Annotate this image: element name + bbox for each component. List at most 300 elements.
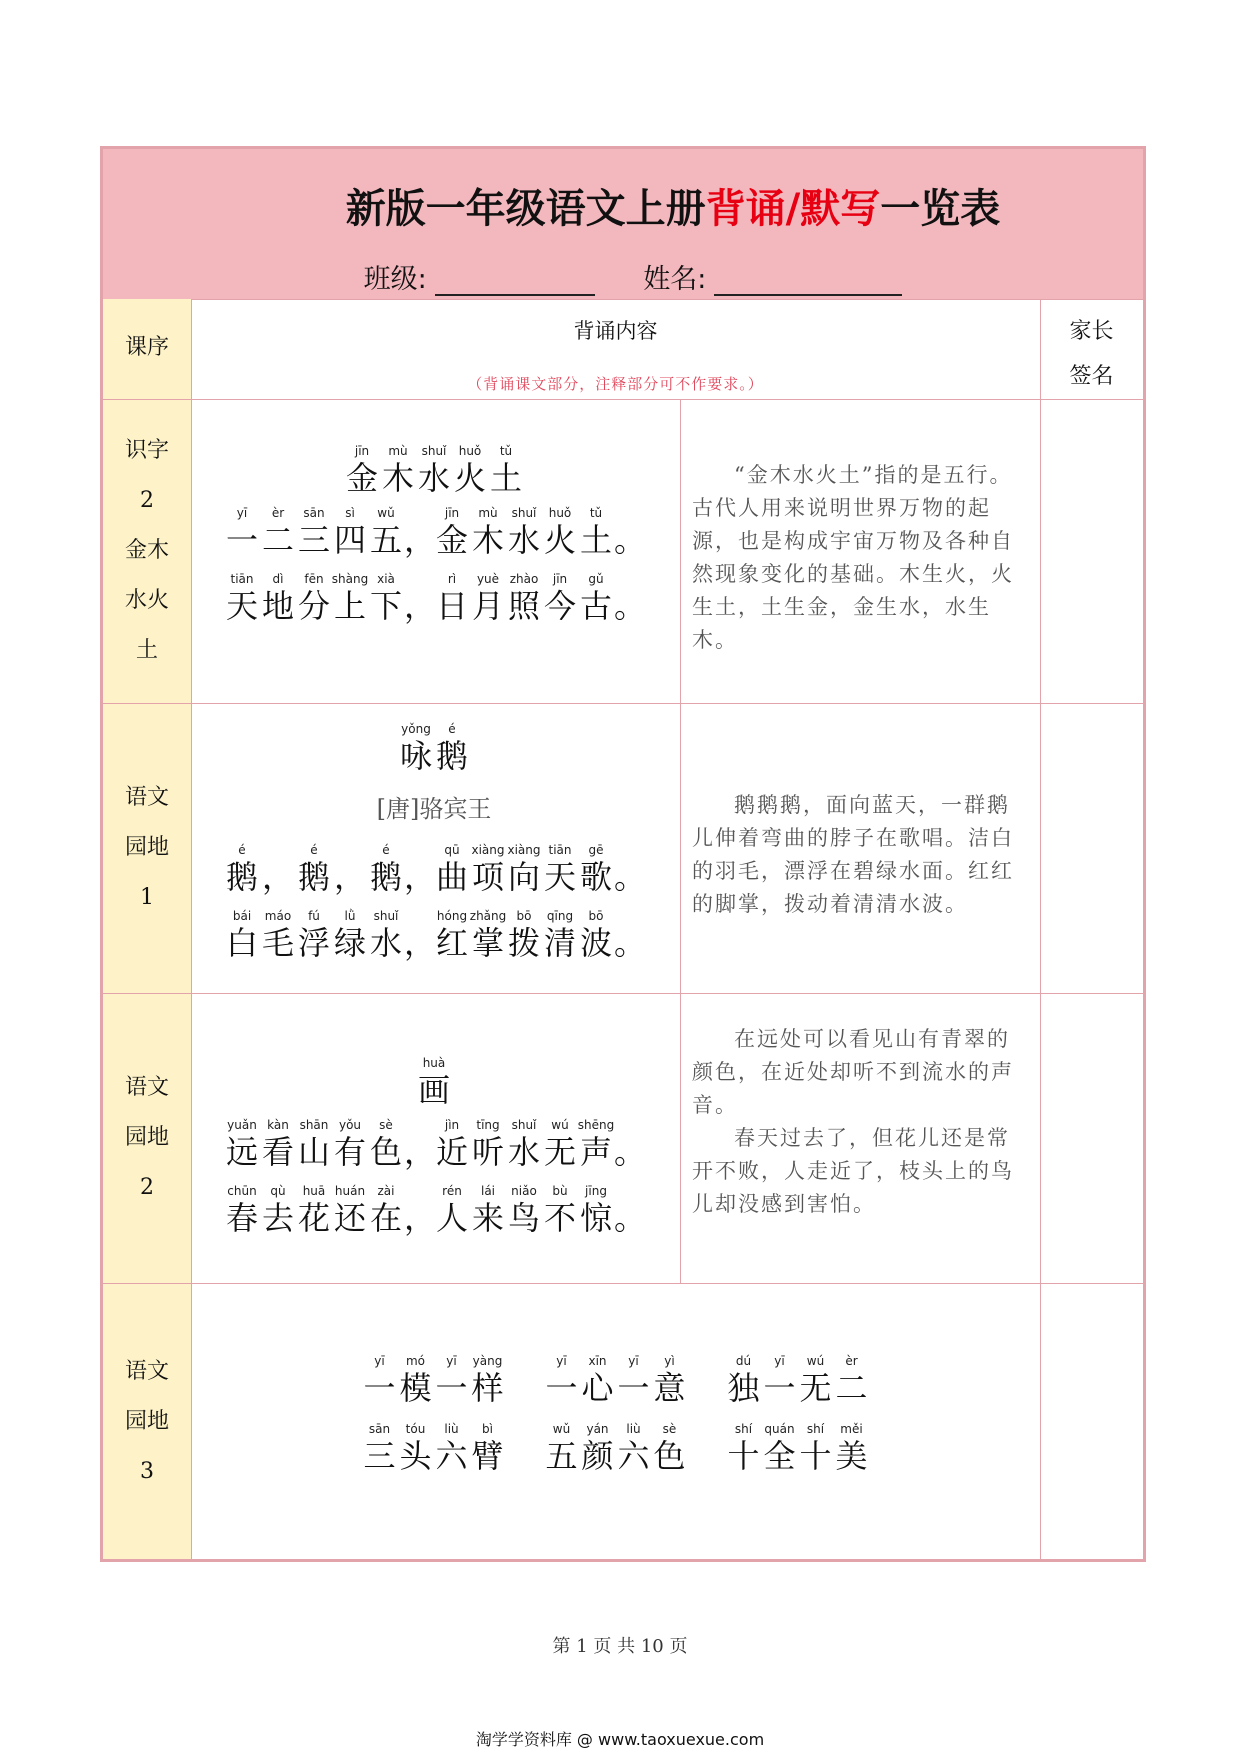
ruby-char bbox=[616, 1421, 652, 1475]
half-line bbox=[224, 842, 404, 896]
lesson-label: 语文 bbox=[124, 1075, 169, 1100]
pinyin: mó bbox=[405, 1354, 426, 1368]
poem-title bbox=[191, 443, 677, 497]
ruby-char bbox=[506, 842, 542, 896]
hanzi: 模 bbox=[399, 1369, 432, 1407]
divider bbox=[103, 993, 1143, 994]
idiom-block bbox=[191, 1353, 1040, 1489]
parent-signature-cell[interactable] bbox=[1040, 993, 1143, 1283]
pinyin: shuǐ bbox=[421, 444, 447, 458]
ruby-char bbox=[470, 1353, 506, 1407]
idiom bbox=[726, 1421, 870, 1475]
ruby-char bbox=[488, 443, 524, 497]
hanzi: 一 bbox=[763, 1369, 796, 1407]
pinyin: zhǎng bbox=[469, 909, 507, 923]
pinyin: xiàng bbox=[471, 843, 505, 857]
lesson-label: 3 bbox=[140, 1459, 154, 1484]
ruby-char bbox=[260, 842, 296, 896]
ruby-char bbox=[434, 571, 470, 625]
hanzi: 画 bbox=[417, 1071, 450, 1109]
hanzi: 六 bbox=[617, 1437, 650, 1475]
half-line bbox=[434, 505, 614, 559]
ruby-char bbox=[834, 1421, 870, 1475]
content-header: 背诵内容 bbox=[573, 319, 658, 343]
ruby-char bbox=[368, 505, 404, 559]
parent-signature-cell[interactable] bbox=[1040, 703, 1143, 993]
ruby-char bbox=[798, 1353, 834, 1407]
ruby-char bbox=[260, 505, 296, 559]
ruby-char bbox=[616, 1353, 652, 1407]
hanzi: 古 bbox=[579, 587, 612, 625]
explanation-paragraph: 鹅鹅鹅，面向蓝天，一群鹅儿伸着弯曲的脖子在歌唱。洁白的羽毛，漂浮在碧绿水面。红红的脚掌，拨动着清清水波。 bbox=[692, 793, 1014, 916]
pinyin: bái bbox=[232, 909, 252, 923]
class-field[interactable] bbox=[435, 268, 595, 296]
pinyin: liù bbox=[444, 1422, 459, 1436]
ruby-char bbox=[224, 1117, 260, 1171]
ruby-char bbox=[578, 842, 614, 896]
ruby-char bbox=[434, 1117, 470, 1171]
hanzi: 鸟 bbox=[507, 1199, 540, 1237]
explanation-paragraph: 春天过去了，但花儿还是常开不败，人走近了，枝头上的鸟儿却没感到害怕。 bbox=[692, 1126, 1014, 1216]
hanzi: 木 bbox=[471, 521, 504, 559]
ruby-char bbox=[362, 1353, 398, 1407]
sign-header bbox=[1040, 307, 1143, 402]
pinyin: měi bbox=[840, 1422, 863, 1436]
name-label: 姓名: bbox=[643, 264, 707, 295]
hanzi: 臂 bbox=[471, 1437, 504, 1475]
half-line bbox=[224, 1183, 404, 1237]
pinyin: huǒ bbox=[458, 444, 482, 458]
pinyin: huā bbox=[302, 1184, 326, 1198]
hanzi: 二 bbox=[835, 1369, 868, 1407]
lesson-label: 金木 bbox=[124, 538, 169, 563]
hanzi: 一 bbox=[363, 1369, 396, 1407]
hanzi: 水 bbox=[507, 521, 540, 559]
pinyin: é bbox=[448, 722, 456, 736]
ruby-char bbox=[398, 721, 434, 775]
title-highlight: 背诵/默写 bbox=[705, 186, 881, 232]
hanzi: 听 bbox=[471, 1133, 504, 1171]
ruby-char bbox=[580, 1353, 616, 1407]
pinyin: é bbox=[382, 843, 390, 857]
pinyin: lǜ bbox=[344, 909, 356, 923]
poem-line bbox=[191, 1117, 677, 1171]
pinyin: tóu bbox=[405, 1422, 426, 1436]
hanzi: 咏 bbox=[399, 737, 432, 775]
ruby-char bbox=[332, 908, 368, 962]
pinyin: tiān bbox=[230, 572, 254, 586]
ruby-char bbox=[332, 1117, 368, 1171]
lesson-label: 2 bbox=[140, 1175, 154, 1200]
title-prefix: 新版一年级语文上册 bbox=[345, 186, 706, 232]
half-line bbox=[434, 1117, 614, 1171]
pinyin: rén bbox=[442, 1184, 462, 1198]
hanzi: 曲 bbox=[435, 858, 468, 896]
pinyin: shuǐ bbox=[373, 909, 399, 923]
hanzi: 分 bbox=[297, 587, 330, 625]
lesson-label: 语文 bbox=[124, 785, 169, 810]
hanzi: 无 bbox=[799, 1369, 832, 1407]
hanzi: 水 bbox=[369, 924, 402, 962]
ruby-char bbox=[224, 842, 260, 896]
hanzi: 木 bbox=[381, 459, 414, 497]
ruby-char bbox=[398, 1421, 434, 1475]
hanzi: 白 bbox=[225, 924, 258, 962]
ruby-char bbox=[798, 1421, 834, 1475]
ruby-char bbox=[296, 571, 332, 625]
hanzi: 火 bbox=[453, 459, 486, 497]
pinyin: é bbox=[238, 843, 246, 857]
hanzi: 去 bbox=[261, 1199, 294, 1237]
lesson-label: 园地 bbox=[124, 1409, 169, 1434]
poem-title bbox=[191, 721, 677, 775]
period: 。 bbox=[614, 924, 647, 962]
page-title bbox=[103, 177, 1143, 234]
hanzi: 在 bbox=[369, 1199, 402, 1237]
hanzi: 头 bbox=[399, 1437, 432, 1475]
hanzi: 照 bbox=[507, 587, 540, 625]
hanzi: 拨 bbox=[507, 924, 540, 962]
hanzi: 绿 bbox=[333, 924, 366, 962]
comma: ， bbox=[404, 1133, 437, 1171]
hanzi: 色 bbox=[653, 1437, 686, 1475]
pinyin: gē bbox=[588, 843, 604, 857]
hanzi: 鹅 bbox=[369, 858, 402, 896]
pinyin: yī bbox=[556, 1354, 567, 1368]
hanzi: 二 bbox=[261, 521, 294, 559]
pinyin: yī bbox=[774, 1354, 785, 1368]
comma: ， bbox=[404, 521, 437, 559]
hanzi: 红 bbox=[435, 924, 468, 962]
half-line bbox=[224, 1117, 404, 1171]
hanzi: 一 bbox=[545, 1369, 578, 1407]
hanzi: 六 bbox=[435, 1437, 468, 1475]
pinyin: jīn bbox=[552, 572, 568, 586]
ruby-char bbox=[260, 1117, 296, 1171]
ruby-char bbox=[762, 1421, 798, 1475]
hanzi: 独 bbox=[727, 1369, 760, 1407]
ruby-char bbox=[434, 908, 470, 962]
ruby-char bbox=[544, 1353, 580, 1407]
hanzi: 金 bbox=[345, 459, 378, 497]
lesson-label: 语文 bbox=[124, 1359, 169, 1384]
ruby-char bbox=[542, 571, 578, 625]
lesson-cell bbox=[103, 399, 191, 703]
ruby-char bbox=[434, 505, 470, 559]
hanzi: ， bbox=[333, 858, 366, 896]
pinyin: dì bbox=[272, 572, 284, 586]
idiom bbox=[544, 1353, 688, 1407]
lesson-label: 园地 bbox=[124, 1125, 169, 1150]
lesson-label: 识字 bbox=[124, 438, 169, 463]
hanzi: 意 bbox=[653, 1369, 686, 1407]
ruby-char bbox=[296, 842, 332, 896]
pinyin: sè bbox=[379, 1118, 393, 1132]
explanation bbox=[680, 1023, 1040, 1221]
hanzi: 鹅 bbox=[435, 737, 468, 775]
content-note: （背诵课文部分，注释部分可不作要求。） bbox=[467, 375, 764, 393]
ruby-char bbox=[470, 1117, 506, 1171]
poem-block bbox=[191, 721, 677, 974]
poem-line bbox=[191, 908, 677, 962]
ruby-char bbox=[580, 1421, 616, 1475]
hanzi: 金 bbox=[435, 521, 468, 559]
pinyin: liù bbox=[626, 1422, 641, 1436]
hanzi: 还 bbox=[333, 1199, 366, 1237]
pinyin: mù bbox=[478, 506, 498, 520]
idiom bbox=[726, 1353, 870, 1407]
explanation bbox=[680, 789, 1040, 921]
pinyin: yī bbox=[236, 506, 248, 520]
half-line bbox=[434, 908, 614, 962]
hanzi: 花 bbox=[297, 1199, 330, 1237]
pinyin: shuǐ bbox=[511, 506, 537, 520]
pinyin: rì bbox=[447, 572, 457, 586]
ruby-char bbox=[434, 1421, 470, 1475]
pinyin: gǔ bbox=[588, 572, 604, 586]
divider bbox=[103, 399, 1143, 400]
ruby-char bbox=[542, 1117, 578, 1171]
ruby-char bbox=[544, 1421, 580, 1475]
ruby-char bbox=[332, 571, 368, 625]
lesson-label: 园地 bbox=[124, 835, 169, 860]
pinyin: tīng bbox=[476, 1118, 500, 1132]
poem-block bbox=[191, 1055, 677, 1249]
period: 。 bbox=[614, 1199, 647, 1237]
hanzi: 来 bbox=[471, 1199, 504, 1237]
pinyin: chūn bbox=[227, 1184, 257, 1198]
ruby-char bbox=[296, 1117, 332, 1171]
pinyin: qù bbox=[270, 1184, 286, 1198]
poem-block bbox=[191, 443, 677, 637]
ruby-char bbox=[726, 1421, 762, 1475]
lesson-cell bbox=[103, 703, 191, 993]
half-line bbox=[224, 571, 404, 625]
hanzi: 三 bbox=[363, 1437, 396, 1475]
pinyin: yì bbox=[664, 1354, 675, 1368]
hanzi: 水 bbox=[417, 459, 450, 497]
ruby-char bbox=[260, 1183, 296, 1237]
pinyin: yǒng bbox=[401, 722, 431, 736]
pinyin: yán bbox=[586, 1422, 609, 1436]
pinyin: qīng bbox=[546, 909, 574, 923]
ruby-char bbox=[260, 571, 296, 625]
hanzi: 项 bbox=[471, 858, 504, 896]
comma: ， bbox=[404, 587, 437, 625]
hanzi: 一 bbox=[225, 521, 258, 559]
hanzi: 火 bbox=[543, 521, 576, 559]
hanzi: 歌 bbox=[579, 858, 612, 896]
hanzi: 天 bbox=[543, 858, 576, 896]
divider bbox=[680, 703, 681, 993]
header-content-cell bbox=[191, 299, 1040, 399]
pinyin: bù bbox=[552, 1184, 568, 1198]
ruby-char bbox=[368, 842, 404, 896]
ruby-char bbox=[296, 908, 332, 962]
pinyin: tǔ bbox=[589, 506, 603, 520]
pinyin: tǔ bbox=[499, 444, 513, 458]
idiom-line bbox=[191, 1421, 1040, 1475]
half-line bbox=[224, 505, 404, 559]
ruby-char bbox=[506, 505, 542, 559]
hanzi: 颜 bbox=[581, 1437, 614, 1475]
pinyin: shí bbox=[806, 1422, 825, 1436]
hanzi: 色 bbox=[369, 1133, 402, 1171]
ruby-char bbox=[362, 1421, 398, 1475]
hanzi: 下 bbox=[369, 587, 402, 625]
pinyin: shí bbox=[734, 1422, 753, 1436]
explanation-paragraph: “金木水火土”指的是五行。古代人用来说明世界万物的起源，也是构成宇宙万物及各种自然现象变化的基础。木生火，火生土，土生金，金生水，水生木。 bbox=[692, 463, 1014, 652]
hanzi: ， bbox=[261, 858, 294, 896]
half-line bbox=[434, 842, 614, 896]
hanzi: 不 bbox=[543, 1199, 576, 1237]
pinyin: huà bbox=[422, 1056, 446, 1070]
pinyin: lái bbox=[480, 1184, 496, 1198]
watermark: 淘学学资料库 @ www.taoxuexue.com bbox=[475, 1730, 765, 1749]
hanzi: 鹅 bbox=[225, 858, 258, 896]
ruby-char bbox=[224, 571, 260, 625]
ruby-char bbox=[578, 505, 614, 559]
hanzi: 四 bbox=[333, 521, 366, 559]
period: 。 bbox=[614, 521, 647, 559]
poem-title bbox=[191, 1055, 677, 1109]
pinyin: jīn bbox=[444, 506, 460, 520]
ruby-char bbox=[434, 721, 470, 775]
period: 。 bbox=[614, 858, 647, 896]
hanzi: 三 bbox=[297, 521, 330, 559]
pinyin: bō bbox=[588, 909, 604, 923]
idiom-line bbox=[191, 1353, 1040, 1407]
pinyin: sè bbox=[662, 1422, 677, 1436]
ruby-char bbox=[542, 842, 578, 896]
hanzi: 心 bbox=[581, 1369, 614, 1407]
parent-signature-cell[interactable] bbox=[1040, 399, 1143, 703]
pinyin: bō bbox=[516, 909, 532, 923]
half-line bbox=[224, 908, 404, 962]
pinyin: fú bbox=[308, 909, 320, 923]
ruby-char bbox=[416, 443, 452, 497]
hanzi: 声 bbox=[579, 1133, 612, 1171]
ruby-char bbox=[452, 443, 488, 497]
pinyin: dú bbox=[735, 1354, 752, 1368]
pinyin: yī bbox=[628, 1354, 639, 1368]
ruby-char bbox=[506, 1183, 542, 1237]
ruby-char bbox=[652, 1353, 688, 1407]
page-number: 第 1 页 共 10 页 bbox=[552, 1636, 688, 1657]
recitation-table bbox=[100, 146, 1146, 1562]
ruby-char bbox=[470, 1183, 506, 1237]
ruby-char bbox=[578, 1117, 614, 1171]
hanzi: 全 bbox=[763, 1437, 796, 1475]
ruby-char bbox=[368, 908, 404, 962]
ruby-char bbox=[332, 505, 368, 559]
hanzi: 春 bbox=[225, 1199, 258, 1237]
ruby-char bbox=[380, 443, 416, 497]
lesson-header: 课序 bbox=[124, 335, 169, 360]
parent-signature-cell[interactable] bbox=[1040, 1283, 1143, 1561]
ruby-char bbox=[398, 1353, 434, 1407]
ruby-char bbox=[726, 1353, 762, 1407]
title-banner bbox=[103, 149, 1143, 300]
lesson-label: 2 bbox=[140, 488, 154, 513]
idiom bbox=[362, 1421, 506, 1475]
idiom bbox=[362, 1353, 506, 1407]
hanzi: 天 bbox=[225, 587, 258, 625]
pinyin: máo bbox=[264, 909, 292, 923]
pinyin: shān bbox=[299, 1118, 329, 1132]
ruby-char bbox=[652, 1421, 688, 1475]
pinyin: wú bbox=[806, 1354, 825, 1368]
pinyin: tiān bbox=[548, 843, 572, 857]
sign-header-line1: 家长 bbox=[1069, 319, 1114, 344]
ruby-char bbox=[506, 1117, 542, 1171]
pinyin: jìn bbox=[444, 1118, 460, 1132]
hanzi: 月 bbox=[471, 587, 504, 625]
pinyin: shuǐ bbox=[511, 1118, 537, 1132]
ruby-char bbox=[368, 1183, 404, 1237]
divider bbox=[103, 1283, 1143, 1284]
half-line bbox=[434, 1183, 614, 1237]
pinyin: é bbox=[310, 843, 318, 857]
hanzi: 毛 bbox=[261, 924, 294, 962]
divider bbox=[680, 993, 681, 1283]
pinyin: yī bbox=[374, 1354, 385, 1368]
ruby-char bbox=[578, 1183, 614, 1237]
poem-author: [唐]骆宾王 bbox=[376, 795, 492, 823]
lesson-cell bbox=[103, 993, 191, 1283]
pinyin: sān bbox=[368, 1422, 391, 1436]
ruby-char bbox=[332, 1183, 368, 1237]
ruby-char bbox=[344, 443, 380, 497]
ruby-char bbox=[296, 505, 332, 559]
ruby-char bbox=[578, 908, 614, 962]
ruby-char bbox=[542, 908, 578, 962]
pinyin: sì bbox=[345, 506, 355, 520]
lesson-label: 水火 bbox=[124, 588, 169, 613]
poem-line bbox=[191, 842, 677, 896]
divider bbox=[103, 703, 1143, 704]
ruby-char bbox=[470, 505, 506, 559]
ruby-char bbox=[470, 842, 506, 896]
hanzi: 掌 bbox=[471, 924, 504, 962]
comma: ， bbox=[404, 1199, 437, 1237]
hanzi: 惊 bbox=[579, 1199, 612, 1237]
explanation-paragraph: 在远处可以看见山有青翠的颜色，在近处却听不到流水的声音。 bbox=[692, 1027, 1014, 1117]
hanzi: 美 bbox=[835, 1437, 868, 1475]
pinyin: niǎo bbox=[511, 1184, 537, 1198]
pinyin: zhào bbox=[509, 572, 539, 586]
poem-line bbox=[191, 505, 677, 559]
ruby-char bbox=[296, 1183, 332, 1237]
hanzi: 五 bbox=[369, 521, 402, 559]
hanzi: 一 bbox=[435, 1369, 468, 1407]
period: 。 bbox=[614, 1133, 647, 1171]
period: 。 bbox=[614, 587, 647, 625]
ruby-char bbox=[470, 908, 506, 962]
pinyin: yuè bbox=[476, 572, 500, 586]
hanzi: 十 bbox=[727, 1437, 760, 1475]
hanzi: 五 bbox=[545, 1437, 578, 1475]
pinyin: mù bbox=[388, 444, 408, 458]
lesson-label: 1 bbox=[140, 885, 154, 910]
ruby-char bbox=[224, 1183, 260, 1237]
poem-line bbox=[191, 1183, 677, 1237]
name-field[interactable] bbox=[714, 268, 902, 296]
hanzi: 波 bbox=[579, 924, 612, 962]
ruby-char bbox=[224, 505, 260, 559]
pinyin: zài bbox=[377, 1184, 395, 1198]
title-suffix: 一览表 bbox=[880, 186, 1001, 232]
